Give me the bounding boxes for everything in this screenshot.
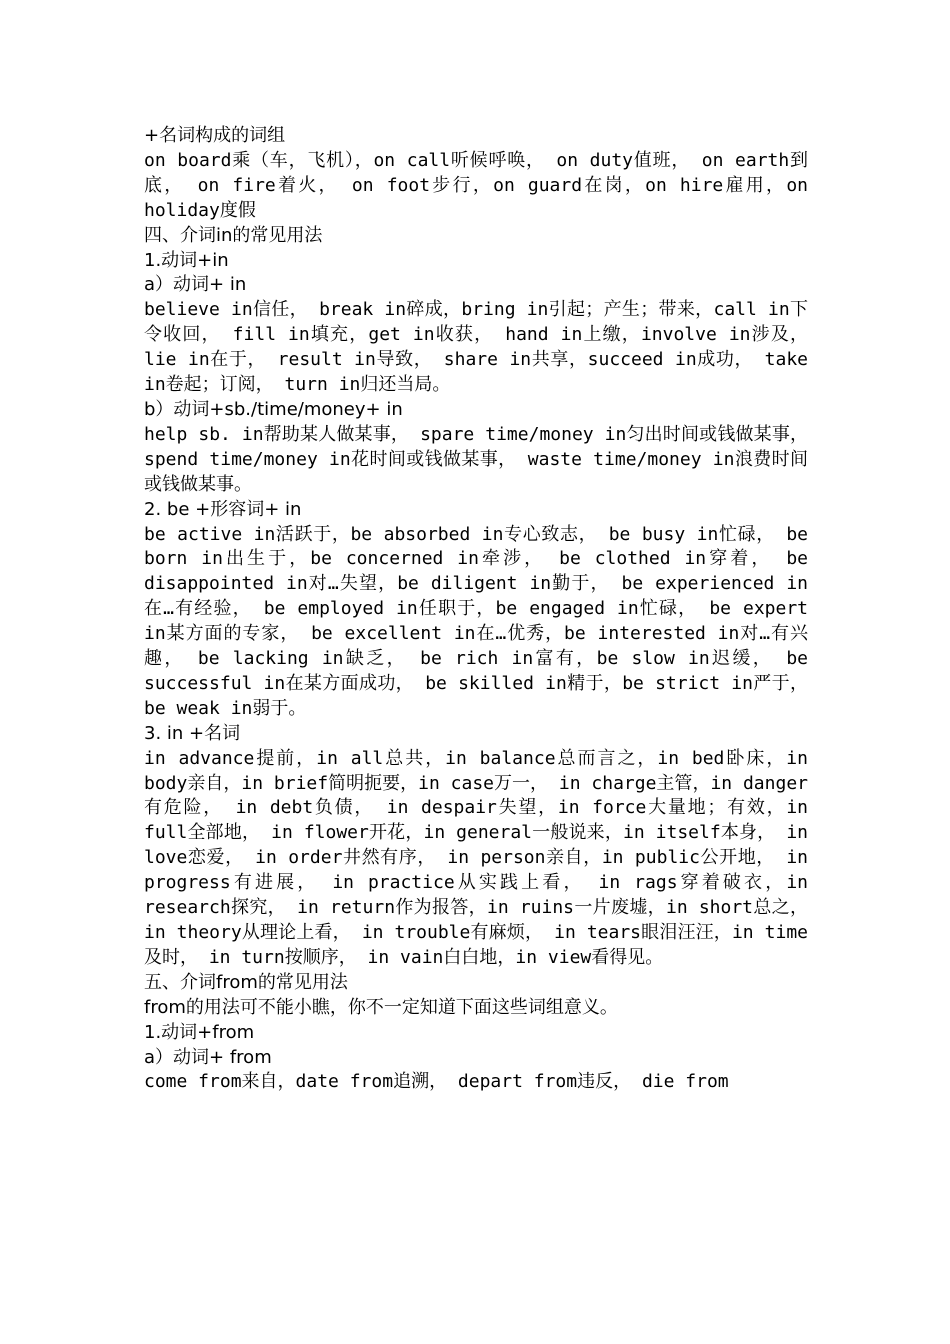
section-heading-from-usage: 五、介词from的常见用法 — [144, 971, 348, 993]
document-page — [144, 124, 819, 1095]
subheading-be-adj-in: 2. be +形容词+ in — [144, 498, 302, 520]
paragraph-be-adj-in: be active in活跃于，be absorbed in专心致志， be busy in忙碌， be born in出生于，be concerned in牵涉， be clothed in穿着， be disappointed in对…失望，be diligent in勤于， be experienced in在…有经验， be employed in任职于，be engaged in忙碌， be expert in某方面的专家， be excellent in在…优秀，be interested in对…有兴趣， be lacking in缺乏， be rich in富有，be slow in迟缓， be successful in在某方面成功， be skilled in精于，be strict in严于， be weak in弱于。 — [144, 523, 819, 719]
section-heading-in-usage: 四、介词in的常见用法 — [144, 224, 323, 246]
subheading-verb-from: 1.动词+from — [144, 1021, 255, 1043]
subheading-verb-sb-in-b: b）动词+sb./time/money+ in — [144, 398, 403, 420]
paragraph-verb-sb-in: help sb. in帮助某人做某事， spare time/money in匀出时间或钱做某事， spend time/money in花时间或钱做某事， waste time/money in浪费时间或钱做某事。 — [144, 423, 819, 495]
intro-from-usage: from的用法可不能小瞧，你不一定知道下面这些词组意义。 — [144, 996, 618, 1018]
section-heading-noun-phrases: +名词构成的词组 — [144, 125, 286, 146]
paragraph-in-noun: in advance提前，in all总共，in balance总而言之，in bed卧床，in body亲自，in brief简明扼要，in case万一， in charge主管，in danger有危险， in debt负债， in despair失望，in force大量地；有效，in full全部地， in flower开花，in general一般说来，in itself本身， in love恋爱， in order井然有序， in person亲自，in public公开地， in progress有进展， in practice从实践上看， in rags穿着破衣，in research探究， in return作为报答，in ruins一片废墟，in short总之，in theory从理论上看， in trouble有麻烦， in tears眼泪汪汪，in time及时， in turn按顺序， in vain白白地，in view看得见。 — [144, 747, 819, 968]
subheading-verb-in: 1.动词+in — [144, 249, 229, 271]
paragraph-on-noun-phrases: on board乘（车，飞机），on call听候呼唤， on duty值班， on earth到底， on fire着火， on foot步行，on guard在岗，on hire雇用，on holiday度假 — [144, 149, 819, 221]
paragraph-verb-in: believe in信任， break in碎成，bring in引起；产生；带来，call in下令收回， fill in填充，get in收获， hand in上缴，involve in涉及， lie in在于， result in导致， share in共享，succeed in成功， take in卷起；订阅， turn in归还当局。 — [144, 299, 819, 396]
subheading-verb-from-a: a）动词+ from — [144, 1046, 272, 1068]
subheading-verb-in-a: a）动词+ in — [144, 274, 247, 296]
subheading-in-noun: 3. in +名词 — [144, 722, 241, 744]
paragraph-verb-from: come from来自，date from追溯， depart from违反， die from — [144, 1071, 729, 1093]
